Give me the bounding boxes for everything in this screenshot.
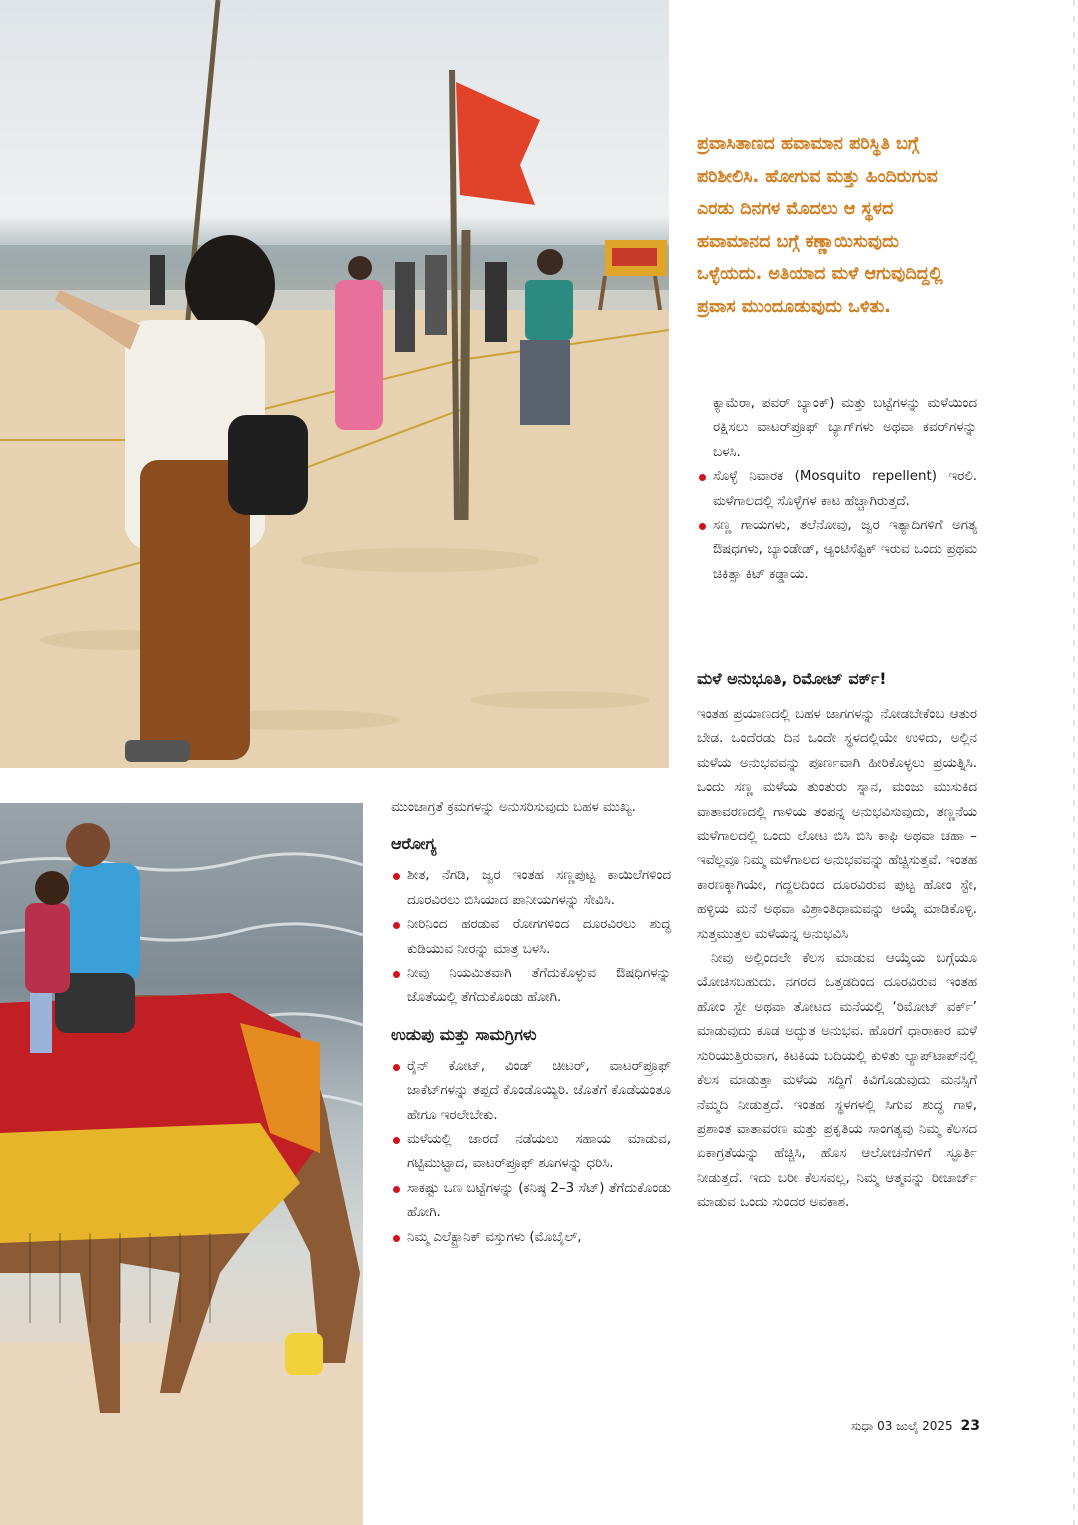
- supplies-list: [697, 465, 977, 587]
- page-footer: [820, 1416, 980, 1436]
- list-item: ಶೀತ, ನೆಗಡಿ, ಜ್ವರ ಇಂತಹ ಸಣ್ಣಪುಟ್ಟ ಕಾಯಿಲೆಗಳಿಂದ ದೂರವಿರಲು ಬಿಸಿಯಾದ ಪಾನೀಯಗಳನ್ನು ಸೇವಿಸಿ.: [391, 864, 671, 913]
- page-number: 23: [960, 1418, 980, 1434]
- list-item: ಮಳೆಯಲ್ಲಿ ಜಾರದೆ ನಡೆಯಲು ಸಹಾಯ ಮಾಡುವ, ಗಟ್ಟಿಮುಟ್ಟಾದ, ವಾಟರ್‌ಪ್ರೂಫ್ ಶೂಗಳನ್ನು ಧರಿಸಿ.: [391, 1128, 671, 1177]
- list-item: ನಿಮ್ಮ ಎಲೆಕ್ಟ್ರಾನಿಕ್ ವಸ್ತುಗಳು (ಮೊಬೈಲ್,: [391, 1226, 671, 1250]
- right-text-column-top: [697, 392, 977, 587]
- list-item: ನೀರಿನಿಂದ ಹರಡುವ ರೋಗಗಳಿಂದ ದೂರವಿರಲು ಶುದ್ಧ ಕುಡಿಯುವ ನೀರನ್ನು ಮಾತ್ರ ಬಳಸಿ.: [391, 913, 671, 962]
- clothing-heading: ಉಡುಪು ಮತ್ತು ಸಾಮಗ್ರಿಗಳು: [391, 1024, 537, 1044]
- clothing-list: [391, 1055, 671, 1250]
- pull-quote: [697, 128, 967, 323]
- continuation-paragraph: ಕ್ಯಾಮೆರಾ, ಪವರ್ ಬ್ಯಾಂಕ್) ಮತ್ತು ಬಟ್ಟೆಗಳನ್ನು ಮಳೆಯಿಂದ ರಕ್ಷಿಸಲು ವಾಟರ್‌ಪ್ರೂಫ್ ಬ್ಯಾಗ್‌ಗಳು ಅಥವಾ ಕವರ್‌ಗಳನ್ನು ಬಳಸಿ.: [713, 396, 977, 460]
- page-edge: [1064, 0, 1078, 1525]
- intro-paragraph: ಮುಂಜಾಗ್ರತೆ ಕ್ರಮಗಳನ್ನು ಅನುಸರಿಸುವುದು ಬಹಳ ಮುಖ್ಯ.: [391, 800, 636, 815]
- list-item: ರೈನ್ ಕೋಟ್, ವಿಂಡ್ ಚೀಟರ್, ವಾಟರ್‌ಪ್ರೂಫ್ ಜಾಕೆಟ್‌ಗಳನ್ನು ತಪ್ಪದೆ ಕೊಂಡೊಯ್ಯಿರಿ. ಜೊತೆಗೆ ಕೊಡೆಯಂತೂ ಹೇಗೂ ಇರಲೇಬೇಕು.: [391, 1055, 671, 1128]
- camel-scene-illustration: [0, 803, 363, 1525]
- beach-photo: [0, 0, 669, 768]
- list-item: ಸಣ್ಣ ಗಾಯಗಳು, ತಲೆನೋವು, ಜ್ವರ ಇತ್ಯಾದಿಗಳಿಗೆ ಅಗತ್ಯ ಔಷಧಗಳು, ಬ್ಯಾಂಡೇಡ್, ಆ್ಯಂಟಿಸೆಪ್ಟಿಕ್ ಇರುವ ಒಂದು ಪ್ರಥಮ ಚಿಕಿತ್ಸಾ ಕಿಟ್ ಕಡ್ಡಾಯ.: [697, 514, 977, 587]
- list-item: ಸಾಕಷ್ಟು ಒಣ ಬಟ್ಟೆಗಳನ್ನು (ಕನಿಷ್ಠ 2–3 ಸೆಟ್) ತೆಗೆದುಕೊಂಡು ಹೋಗಿ.: [391, 1177, 671, 1226]
- health-heading: ಆರೋಗ್ಯ: [391, 834, 437, 854]
- list-item: ನೀವು ನಿಯಮಿತವಾಗಿ ತೆಗೆದುಕೊಳ್ಳುವ ಔಷಧಿಗಳನ್ನು ಜೊತೆಯಲ್ಲಿ ತೆಗೆದುಕೊಂಡು ಹೋಗಿ.: [391, 962, 671, 1011]
- middle-text-column: [391, 796, 671, 1250]
- publication-name: ಸುಧಾ: [851, 1419, 874, 1433]
- list-item: ಸೊಳ್ಳೆ ನಿವಾರಕ (Mosquito repellent) ಇರಲಿ. ಮಳೆಗಾಲದಲ್ಲಿ ಸೊಳ್ಳೆಗಳ ಕಾಟ ಹೆಚ್ಚಾಗಿರುತ್ತದೆ.: [697, 465, 977, 514]
- body-paragraph: ಇಂತಹ ಪ್ರಯಾಣದಲ್ಲಿ ಬಹಳ ಜಾಗಗಳನ್ನು ನೋಡಬೇಕೆಂಬ ಆತುರ ಬೇಡ. ಒಂದೆರಡು ದಿನ ಒಂದೇ ಸ್ಥಳದಲ್ಲಿಯೇ ಉಳಿದು, ಅಲ್ಲಿನ ಮಳೆಯ ಅನುಭವವನ್ನು ಪೂರ್ಣವಾಗಿ ಹೀರಿಕೊಳ್ಳಲು ಪ್ರಯತ್ನಿಸಿ. ಒಂದು ಸಣ್ಣ ಮಳೆಯ ತುಂತುರು ಸ್ನಾನ, ಮಂಜು ಮುಸುಕಿದ ವಾತಾವರಣದಲ್ಲಿ ಗಾಳಿಯ ತಂಪನ್ನ ಅನುಭವಿಸುವುದು, ತಣ್ಣನೆಯ ಮಳೆಗಾಲದಲ್ಲಿ ಒಂದು ಲೋಟ ಬಿಸಿ ಬಿಸಿ ಕಾಫಿ ಅಥವಾ ಚಹಾ – ಇವೆಲ್ಲವೂ ನಿಮ್ಮ ಮಳೆಗಾಲದ ಅನುಭವವನ್ನು ಹೆಚ್ಚಿಸುತ್ತವೆ. ಇಂತಹ ಕಾರಣಕ್ಕಾಗಿಯೇ, ಗದ್ದಲದಿಂದ ದೂರವಿರುವ ಪುಟ್ಟ ಹೋಂ ಸ್ಟೇ, ಹಳ್ಳಿಯ ಮನೆ ಅಥವಾ ವಿಶ್ರಾಂತಿಧಾಮವನ್ನು ಆಯ್ಕೆ ಮಾಡಿಕೊಳ್ಳಿ. ಸುತ್ತಮುತ್ತಲ ಮಳೆಯನ್ನ ಅನುಭವಿಸಿ: [697, 707, 977, 942]
- section-heading: ಮಳೆ ಅನುಭೂತಿ, ರಿಮೋಟ್ ವರ್ಕ್!: [697, 669, 887, 688]
- camel-ride-photo: [0, 803, 363, 1525]
- body-paragraph: ನೀವು ಅಲ್ಲಿಂದಲೇ ಕೆಲಸ ಮಾಡುವ ಆಯ್ಕೆಯ ಬಗ್ಗೆಯೂ ಯೋಚಿಸಬಹುದು. ನಗರದ ಒತ್ತಡದಿಂದ ದೂರವಿರುವ ಇಂತಹ ಹೋಂ ಸ್ಟೇ ಅಥವಾ ತೋಟದ ಮನೆಯಲ್ಲಿ ‘ರಿಮೋಟ್ ವರ್ಕ್’ ಮಾಡುವುದು ಕೂಡ ಅದ್ಭುತ ಅನುಭವ. ಹೊರಗೆ ಧಾರಾಕಾರ ಮಳೆ ಸುರಿಯುತ್ತಿರುವಾಗ, ಕಿಟಕಿಯ ಬದಿಯಲ್ಲಿ ಕುಳಿತು ಲ್ಯಾಪ್‌ಟಾಪ್‌ನಲ್ಲಿ ಕೆಲಸ ಮಾಡುತ್ತಾ ಮಳೆಯ ಸದ್ದಿಗೆ ಕಿವಿಗೊಡುವುದು ಮನಸ್ಸಿಗೆ ನೆಮ್ಮದಿ ನೀಡುತ್ತದೆ. ಇಂತಹ ಸ್ಥಳಗಳಲ್ಲಿ ಸಿಗುವ ಶುದ್ಧ ಗಾಳಿ, ಪ್ರಶಾಂತ ವಾತಾವರಣ ಮತ್ತು ಪ್ರಕೃತಿಯ ಸಾಂಗತ್ಯವು ನಿಮ್ಮ ಕೆಲಸದ ಏಕಾಗ್ರತೆಯನ್ನು ಹೆಚ್ಚಿಸಿ, ಹೊಸ ಆಲೋಚನೆಗಳಿಗೆ ಸ್ಫೂರ್ತಿ ನೀಡುತ್ತದೆ. ಇದು ಬರೀ ಕೆಲಸವಲ್ಲ, ನಿಮ್ಮ ಆತ್ಮವನ್ನು ರೀಚಾರ್ಜ್ ಮಾಡುವ ಒಂದು ಸುಂದರ ಅವಕಾಶ.: [697, 951, 977, 1211]
- beach-scene-illustration: [0, 0, 669, 768]
- health-list: [391, 864, 671, 1010]
- right-text-column-body: [697, 703, 977, 1216]
- issue-date: 03 ಜುಲೈ 2025: [877, 1419, 953, 1433]
- pull-quote-text: ಪ್ರವಾಸಿತಾಣದ ಹವಾಮಾನ ಪರಿಸ್ಥಿತಿ ಬಗ್ಗೆ ಪರಿಶೀಲಿಸಿ. ಹೋಗುವ ಮತ್ತು ಹಿಂದಿರುಗುವ ಎರಡು ದಿನಗಳ ಮೊದಲು ಆ ಸ್ಥಳದ ಹವಾಮಾನದ ಬಗ್ಗೆ ಕಣ್ಣಾಯಿಸುವುದು ಒಳ್ಳೆಯದು. ಅತಿಯಾದ ಮಳೆ ಆಗುವುದಿದ್ದಲ್ಲಿ ಪ್ರವಾಸ ಮುಂದೂಡುವುದು ಒಳಿತು.: [697, 134, 943, 317]
